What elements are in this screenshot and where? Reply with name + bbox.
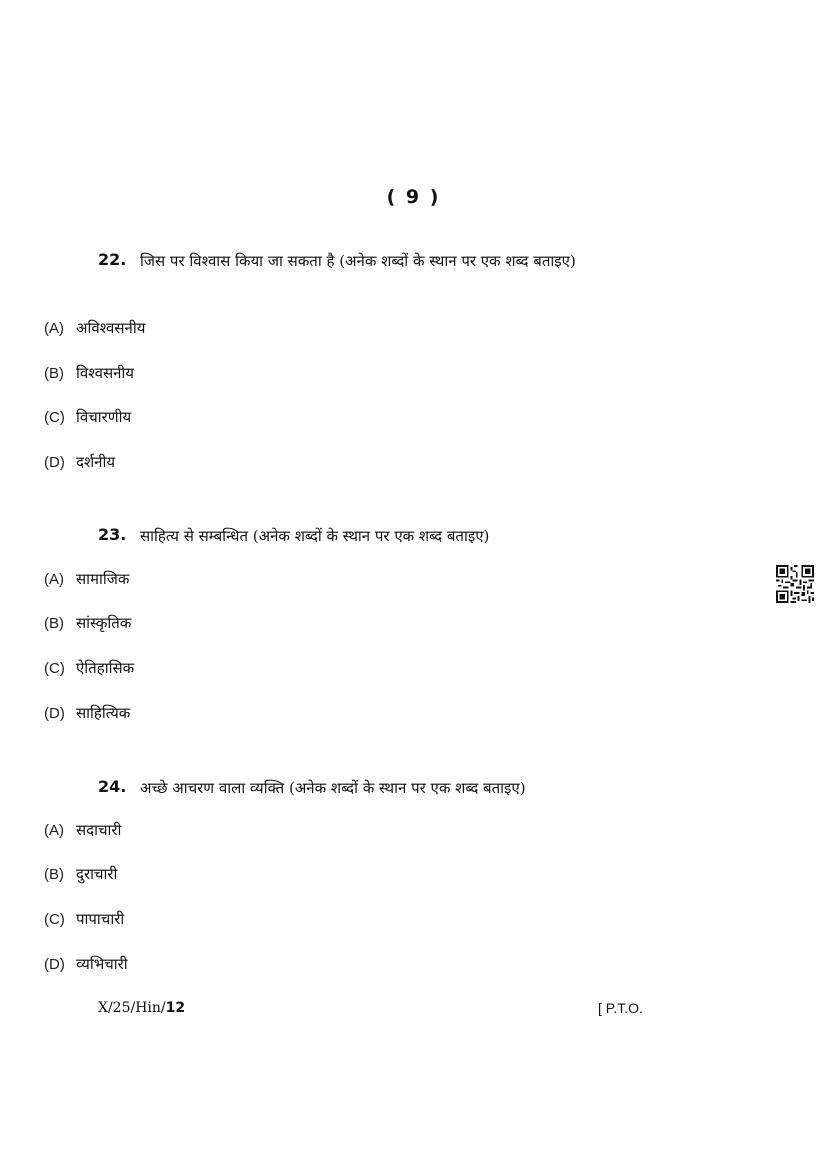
option-text: सांस्कृतिक — [76, 614, 132, 632]
option-24-d[interactable] — [44, 954, 128, 974]
question-number: 24. — [98, 777, 127, 796]
option-label: (A) — [44, 822, 64, 839]
option-text: सदाचारी — [76, 821, 122, 839]
option-24-b[interactable] — [44, 864, 117, 884]
paper-code-number: 12 — [165, 1000, 186, 1016]
option-label: (C) — [44, 911, 65, 928]
option-23-d[interactable] — [44, 703, 130, 723]
question-24 — [98, 775, 608, 801]
option-text: दुराचारी — [76, 865, 118, 883]
pto-label: [ P.T.O. — [598, 1000, 643, 1016]
page-number: ( 9 ) — [386, 186, 441, 208]
option-text: साहित्यिक — [76, 704, 131, 722]
option-text: सामाजिक — [76, 570, 130, 588]
option-24-c[interactable] — [44, 909, 124, 929]
qr-code-icon — [776, 565, 814, 603]
option-text: विचारणीय — [76, 408, 132, 426]
option-23-c[interactable] — [44, 658, 134, 678]
option-text: पापाचारी — [76, 910, 125, 928]
option-23-b[interactable] — [44, 613, 131, 633]
option-label: (D) — [44, 705, 65, 722]
option-label: (D) — [44, 454, 65, 471]
option-label: (C) — [44, 660, 65, 677]
paper-code-prefix: X/25/Hin/ — [98, 1000, 166, 1016]
question-number: 22. — [98, 250, 127, 269]
option-22-d[interactable] — [44, 452, 115, 472]
question-number: 23. — [98, 525, 127, 544]
option-label: (A) — [44, 320, 64, 337]
question-text: साहित्य से सम्बन्धित (अनेक शब्दों के स्थान पर एक शब्द बताइए) — [140, 527, 490, 545]
option-23-a[interactable] — [44, 569, 129, 589]
option-24-a[interactable] — [44, 820, 121, 840]
option-label: (C) — [44, 409, 65, 426]
option-text: दर्शनीय — [76, 453, 116, 471]
option-22-b[interactable] — [44, 363, 134, 383]
option-label: (D) — [44, 956, 65, 973]
question-text: जिस पर विश्वास किया जा सकता है (अनेक शब्दों के स्थान पर एक शब्द बताइए) — [140, 252, 576, 270]
question-22 — [98, 248, 618, 274]
option-label: (A) — [44, 571, 64, 588]
option-label: (B) — [44, 365, 64, 382]
paper-code — [98, 1000, 185, 1016]
option-label: (B) — [44, 866, 64, 883]
option-22-a[interactable] — [44, 318, 145, 338]
option-text: विश्वसनीय — [76, 364, 134, 382]
question-23 — [98, 523, 568, 549]
option-22-c[interactable] — [44, 407, 131, 427]
option-text: ऐतिहासिक — [76, 659, 135, 677]
option-label: (B) — [44, 615, 64, 632]
option-text: अविश्वसनीय — [76, 319, 146, 337]
option-text: व्यभिचारी — [76, 955, 128, 973]
question-text: अच्छे आचरण वाला व्यक्ति (अनेक शब्दों के स्थान पर एक शब्द बताइए) — [140, 779, 526, 797]
